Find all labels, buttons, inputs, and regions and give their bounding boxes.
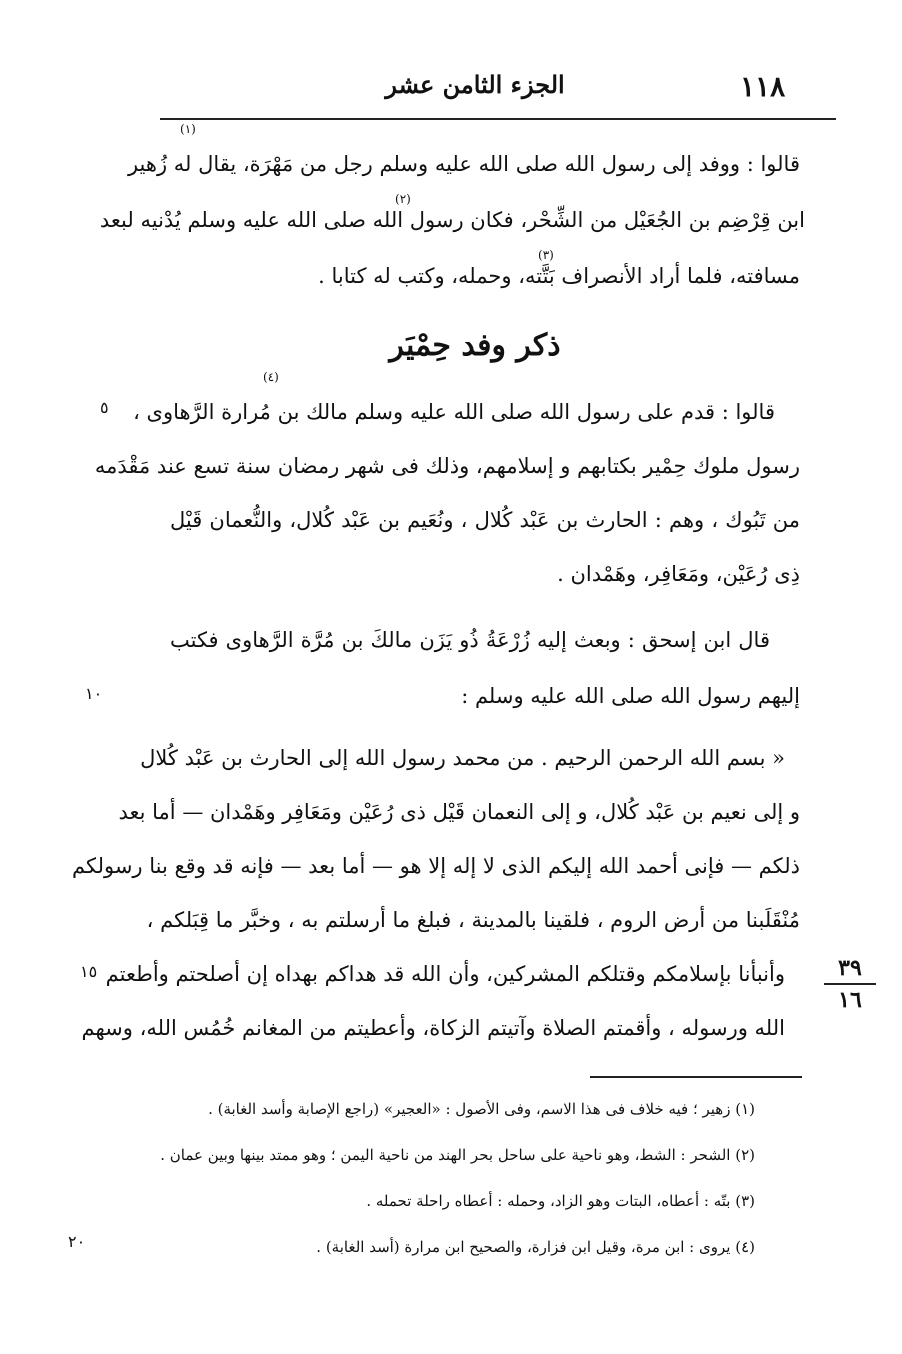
letter-line: الله ورسوله ، وأقمتم الصلاة وآتيتم الزكاة، وأعطيتم من المغانم خُمُس الله، وسهم	[81, 1016, 785, 1040]
section-heading: ذكر وفد حِمْيَر	[389, 328, 561, 363]
marginal-reference	[822, 955, 878, 1013]
paragraph-line: إليهم رسول الله صلى الله عليه وسلم :	[461, 684, 800, 708]
letter-line: وأنبأنا بإسلامكم وقتلكم المشركين، وأن الله قد هداكم بهداه إن أصلحتم وأطعتم	[105, 962, 785, 986]
footnote-marker: (٣)	[538, 248, 554, 262]
letter-line: مُنْقَلَبنا من أرض الروم ، فلقينا بالمدينة ، فبلغ ما أرسلتم به ، وخبَّر ما قِبَلكم ،	[146, 908, 800, 932]
margin-line-number: ١٠	[85, 684, 103, 703]
footnote-marker: (٤)	[263, 370, 279, 384]
footnote-rule	[590, 1076, 802, 1078]
paragraph-line: ذِى رُعَيْن، ومَعَافِر، وهَمْدان .	[557, 562, 800, 586]
footnote: (١) زهير ؛ فيه خلاف فى هذا الاسم، وفى الأصول : «العجير» (راجع الإصابة وأسد الغابة) .	[208, 1100, 755, 1118]
paragraph-line: قالوا : قدم على رسول الله صلى الله عليه وسلم مالك بن مُرارة الرَّهاوى ،	[133, 400, 775, 424]
marginal-reference-top: ٣٩	[838, 955, 862, 981]
paragraph-line: ابن قِرْضِم بن الجُعَيْل من الشِّحْر، فكان رسول الله صلى الله عليه وسلم يُدْنيه لبعد	[99, 208, 805, 232]
footnote: (٣) بتّه : أعطاه، البتات وهو الزاد، وحمله : أعطاه راحلة تحمله .	[366, 1192, 755, 1210]
marginal-reference-bar	[824, 983, 876, 985]
letter-line: و إلى نعيم بن عَبْد كُلال، و إلى النعمان قَيْل ذى رُعَيْن ومَعَافِر وهَمْدان — أما بعد	[118, 800, 800, 824]
running-header-title: الجزء الثامن عشر	[385, 70, 565, 99]
footnote: (٤) يروى : ابن مرة، وقيل ابن فزارة، والصحيح ابن مرارة (أسد الغابة) .	[316, 1238, 755, 1256]
header-rule	[160, 118, 836, 120]
paragraph-line: رسول ملوك حِمْير بكتابهم و إسلامهم، وذلك فى شهر رمضان سنة تسع عند مَقْدَمه	[94, 454, 800, 478]
margin-line-number: ٢٠	[68, 1232, 86, 1251]
letter-line: ذلكم — فإنى أحمد الله إليكم الذى لا إله إلا هو — أما بعد — فإنه قد وقع بنا رسولكم	[72, 854, 800, 878]
paragraph-line: مسافته، فلما أراد الأنصراف بَتَّته، وحمله، وكتب له كتابا .	[318, 264, 800, 288]
footnote-marker: (١)	[180, 122, 196, 136]
margin-line-number: ١٥	[80, 962, 98, 981]
page-number: ١١٨	[740, 70, 786, 103]
margin-line-number: ٥	[100, 398, 109, 417]
paragraph-line: قال ابن إسحق : وبعث إليه زُرْعَةُ ذُو يَزَن مالكَ بن مُرَّة الرَّهاوى فكتب	[170, 628, 770, 652]
footnote-marker: (٢)	[395, 192, 411, 206]
marginal-reference-bottom: ١٦	[838, 987, 862, 1013]
paragraph-line: من تَبُوك ، وهم : الحارث بن عَبْد كُلال ، ونُعَيم بن عَبْد كُلال، والنُّعمان قَيْل	[170, 508, 800, 532]
footnote: (٢) الشحر : الشط، وهو ناحية على ساحل بحر الهند من ناحية اليمن ؛ وهو ممتد بينها وبين عمان .	[160, 1146, 755, 1164]
paragraph-line: قالوا : ووفد إلى رسول الله صلى الله عليه وسلم رجل من مَهْرَة، يقال له زُهير	[127, 152, 800, 176]
letter-line: « بسم الله الرحمن الرحيم . من محمد رسول الله إلى الحارث بن عَبْد كُلال	[140, 746, 785, 770]
